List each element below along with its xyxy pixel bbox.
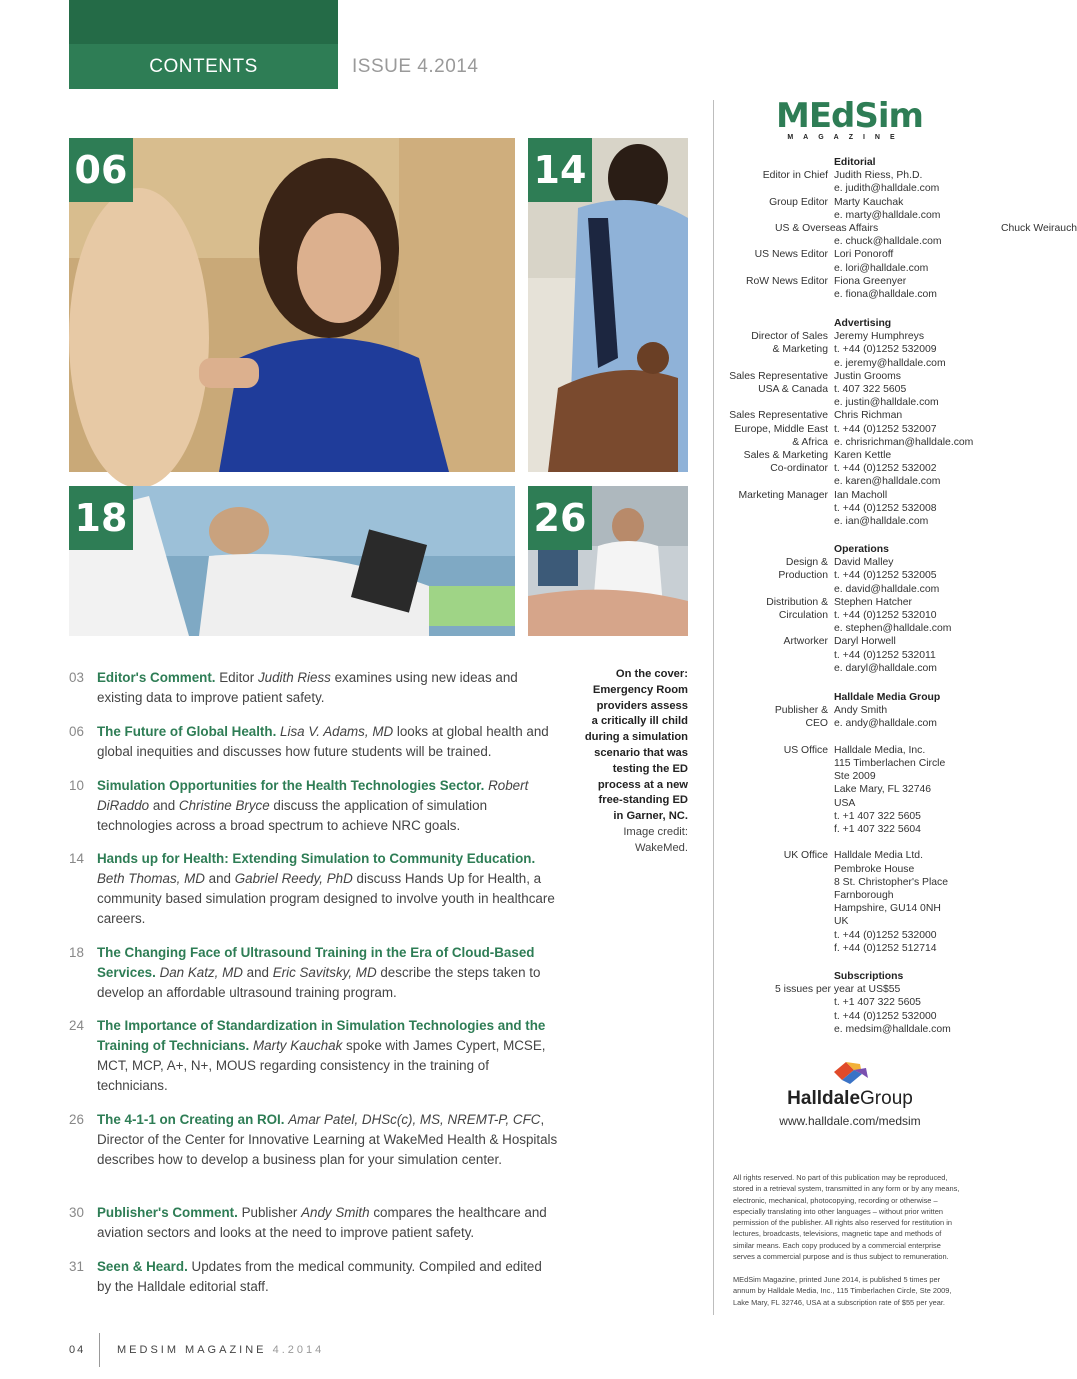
toc-page-number: 06 — [69, 724, 84, 739]
masthead-value[interactable]: e. karen@halldale.com — [834, 476, 941, 488]
masthead-row — [720, 929, 970, 942]
masthead-value: f. +1 407 322 5604 — [834, 824, 921, 836]
masthead-section-heading: Halldale Media Group — [834, 692, 941, 703]
masthead-value: t. +44 (0)1252 532009 — [834, 344, 937, 356]
masthead-value: t. +1 407 322 5605 — [834, 997, 921, 1009]
masthead-role — [720, 475, 834, 488]
toc-entry[interactable] — [69, 849, 559, 929]
toc-page-number: 10 — [69, 778, 84, 793]
masthead-role — [720, 757, 834, 770]
footer-issue: 4.2014 — [272, 1344, 325, 1356]
footer-magazine-name — [117, 1344, 324, 1356]
masthead-row — [720, 902, 970, 915]
masthead-row — [720, 288, 970, 301]
toc-page-number: 24 — [69, 1018, 84, 1033]
cover-caption-line: a critically ill child — [591, 715, 688, 728]
masthead-value: Chuck Weirauch — [1001, 223, 1077, 235]
masthead-section — [720, 691, 970, 955]
masthead-value: Marty Kauchak — [834, 196, 904, 208]
toc-entry-description: Robert DiRaddo and Christine Bryce discuss the application of simulation technologies across a broad spectrum to achieve NRC goals. — [97, 778, 529, 833]
toc-entry-text — [97, 776, 559, 836]
masthead-section — [720, 970, 970, 1036]
masthead-role — [720, 396, 834, 409]
masthead-row — [720, 596, 970, 609]
masthead-value[interactable]: e. chrisrichman@halldale.com — [834, 436, 974, 448]
masthead-row — [720, 744, 970, 757]
masthead-row — [720, 783, 970, 796]
page-number-badge: 18 — [69, 486, 133, 550]
masthead-role: & Marketing — [772, 344, 828, 356]
logo-wordmark: MEdSim — [776, 96, 923, 136]
masthead-section-heading: Subscriptions — [834, 971, 904, 982]
toc-entry-description: Dan Katz, MD and Eric Savitsky, MD describe the steps taken to develop an affordable ultrasound training program. — [97, 965, 541, 1000]
toc-entry[interactable] — [69, 1016, 559, 1096]
masthead-role — [720, 902, 834, 915]
masthead-role: Artworker — [783, 636, 828, 648]
masthead-role: USA & Canada — [758, 384, 828, 396]
masthead-row — [720, 370, 970, 383]
masthead-row — [720, 863, 970, 876]
masthead-role: US News Editor — [754, 249, 828, 261]
masthead-row — [720, 983, 970, 996]
masthead-row — [720, 849, 970, 862]
masthead-row — [720, 343, 970, 356]
cover-caption-line: in Garner, NC. — [613, 810, 688, 823]
masthead-value: Farnborough — [834, 890, 894, 902]
masthead-role: & Africa — [792, 436, 828, 448]
masthead-role: Sales & Marketing — [743, 450, 828, 462]
toc-entry-title: The Importance of Standardization in Simulation Technologies and the Training of Technicians. — [97, 1018, 546, 1053]
masthead-role — [720, 288, 834, 301]
toc-entry[interactable] — [69, 943, 559, 1003]
toc-page-number: 03 — [69, 670, 84, 685]
toc-entry-text — [97, 722, 559, 762]
masthead-value: t. +44 (0)1252 532000 — [834, 929, 937, 941]
masthead-value: USA — [834, 797, 856, 809]
toc-entry-description: Amar Patel, DHSc(c), MS, NREMT-P, CFC, Director of the Center for Innovative Learning at WakeMed Health & Hospitals describes how to develop a business plan for your simulation center. — [97, 1112, 558, 1167]
masthead-value: Pembroke House — [834, 863, 915, 875]
masthead-value: Jeremy Humphreys — [834, 331, 925, 343]
masthead-row — [720, 462, 970, 475]
masthead-row — [720, 383, 970, 396]
masthead-role — [720, 583, 834, 596]
masthead-role: Publisher & — [774, 705, 828, 717]
masthead-row — [720, 823, 970, 836]
masthead-value[interactable]: e. stephen@halldale.com — [834, 623, 952, 635]
masthead-role: Distribution & — [766, 596, 828, 608]
masthead-role: 5 issues per year at US$55 — [775, 984, 901, 996]
masthead-role — [720, 929, 834, 942]
masthead-row — [720, 609, 970, 622]
cover-caption — [560, 667, 688, 857]
masthead-value: 8 St. Christopher's Place — [834, 876, 949, 888]
masthead-value: t. +44 (0)1252 532000 — [834, 1010, 937, 1022]
masthead-role: UK Office — [783, 850, 828, 862]
masthead-role — [720, 810, 834, 823]
masthead-row — [720, 357, 970, 370]
masthead-role — [720, 502, 834, 515]
masthead-value: t. +1 407 322 5605 — [834, 810, 921, 822]
masthead-value[interactable]: e. andy@halldale.com — [834, 718, 937, 730]
masthead-value: David Malley — [834, 557, 894, 569]
masthead-value: UK — [834, 916, 849, 928]
toc-entry[interactable] — [69, 722, 559, 762]
masthead-row — [720, 810, 970, 823]
masthead-value: Halldale Media, Inc. — [834, 744, 926, 756]
masthead-row — [720, 1010, 970, 1023]
masthead-role: Circulation — [778, 610, 828, 622]
masthead-value[interactable]: e. fiona@halldale.com — [834, 289, 937, 301]
masthead-row — [720, 635, 970, 648]
medsim-logo — [776, 96, 923, 141]
masthead-value: Andy Smith — [834, 705, 888, 717]
masthead-row — [720, 248, 970, 261]
masthead-value[interactable]: e. justin@halldale.com — [834, 397, 939, 409]
toc-entry[interactable] — [69, 1257, 559, 1297]
toc-page-number: 26 — [69, 1112, 84, 1127]
masthead-role: RoW News Editor — [746, 275, 828, 287]
cover-caption-line: during a simulation — [584, 731, 688, 744]
masthead-role — [720, 622, 834, 635]
masthead-value: Fiona Greenyer — [834, 275, 907, 287]
page-number-badge: 06 — [69, 138, 133, 202]
toc-entry-text — [97, 1257, 559, 1297]
masthead-row — [720, 583, 970, 596]
masthead-role — [720, 783, 834, 796]
masthead-row — [720, 262, 970, 275]
halldale-logo-light: Group — [860, 1088, 913, 1109]
masthead-value[interactable]: e. jeremy@halldale.com — [834, 357, 946, 369]
cover-caption-line: testing the ED — [612, 762, 688, 775]
ultrasound-laptop-photo — [69, 486, 515, 636]
masthead-row — [720, 449, 970, 462]
masthead-role: CEO — [805, 718, 828, 730]
masthead-row — [720, 222, 1077, 235]
footer-magazine-title: MEDSIM MAGAZINE — [117, 1344, 267, 1356]
halldale-logo-bold: Halldale — [787, 1088, 861, 1109]
masthead-row — [720, 275, 970, 288]
masthead-row — [720, 1023, 970, 1036]
masthead-role: US & Overseas Affairs — [775, 223, 879, 235]
masthead-value[interactable]: e. lori@halldale.com — [834, 262, 929, 274]
toc-entry-text — [97, 849, 559, 929]
masthead-row — [720, 889, 970, 902]
masthead-row — [720, 717, 970, 730]
toc-page-number: 14 — [69, 851, 84, 866]
masthead-role: Sales Representative — [729, 410, 828, 422]
toc-entry-title: Editor's Comment. — [97, 670, 216, 685]
masthead-row — [720, 515, 970, 528]
masthead-row — [720, 797, 970, 810]
masthead-value: Judith Riess, Ph.D. — [834, 170, 923, 182]
masthead-role — [720, 1010, 834, 1023]
masthead-role — [720, 515, 834, 528]
masthead-row — [720, 731, 970, 744]
toc-entry-title: The Changing Face of Ultrasound Training in the Era of Cloud-Based Services. — [97, 945, 535, 980]
masthead-row — [720, 502, 970, 515]
contents-heading: CONTENTS — [149, 56, 258, 77]
masthead-role — [720, 996, 834, 1009]
masthead-row — [720, 836, 970, 849]
toc-entry-title: The Future of Global Health. — [97, 724, 277, 739]
masthead-row — [720, 996, 970, 1009]
toc-entry-description: Updates from the medical community. Compiled and edited by the Halldale editorial staff. — [97, 1259, 542, 1294]
masthead-row — [720, 196, 970, 209]
masthead-row — [720, 423, 970, 436]
masthead-row — [720, 235, 970, 248]
photo-06[interactable] — [69, 138, 515, 472]
toc-entry-text — [97, 668, 559, 708]
photo-14[interactable] — [528, 138, 688, 472]
toc-entry-description: Beth Thomas, MD and Gabriel Reedy, PhD discuss Hands Up for Health, a community based simulation program designed to involve youth in healthcare careers. — [97, 871, 555, 926]
toc-entry-description: Editor Judith Riess examines using new ideas and existing data to improve patient safety. — [97, 670, 518, 705]
toc-entry-title: Seen & Heard. — [97, 1259, 188, 1274]
masthead-value: Justin Grooms — [834, 370, 901, 382]
column-divider — [713, 100, 714, 1315]
masthead-role — [720, 182, 834, 195]
masthead-role — [720, 797, 834, 810]
masthead-value — [834, 836, 970, 849]
masthead-section-heading: Editorial — [834, 157, 876, 168]
masthead-value: Hampshire, GU14 0NH — [834, 903, 941, 915]
masthead-role — [720, 889, 834, 902]
toc-entry-text — [97, 1110, 559, 1170]
masthead-row — [720, 662, 970, 675]
masthead-value: Lori Ponoroff — [834, 249, 894, 261]
masthead-value: t. +44 (0)1252 532007 — [834, 423, 937, 435]
page-number-badge: 14 — [528, 138, 592, 202]
masthead-role: Co-ordinator — [770, 463, 828, 475]
masthead-role: Director of Sales — [751, 331, 828, 343]
masthead-section — [720, 317, 974, 528]
masthead-role — [720, 235, 834, 248]
masthead-section — [720, 156, 1077, 301]
toc-entry[interactable] — [69, 1110, 559, 1170]
masthead-value: t. +44 (0)1252 532002 — [834, 463, 937, 475]
website-link[interactable]: www.halldale.com/medsim — [779, 1114, 921, 1128]
masthead-row — [720, 622, 970, 635]
masthead-row — [720, 876, 970, 889]
masthead-value — [834, 731, 970, 744]
cover-caption-line: free-standing ED — [598, 794, 688, 807]
halldale-group-logo — [780, 1058, 920, 1110]
masthead-value[interactable]: e. david@halldale.com — [834, 583, 940, 595]
masthead-role: Production — [778, 570, 828, 582]
logo-subtitle: MAGAZINE — [787, 134, 905, 141]
masthead-value[interactable]: e. medsim@halldale.com — [834, 1023, 951, 1035]
cover-caption-line: Emergency Room — [592, 683, 688, 696]
toc-entry-title: Publisher's Comment. — [97, 1205, 238, 1220]
masthead-section-heading: Advertising — [834, 318, 892, 329]
toc-entry-description: Marty Kauchak spoke with James Cypert, MCSE, MCT, MCP, A+, N+, MOUS regarding consistency in the training of technicians. — [97, 1038, 546, 1093]
issue-label: ISSUE 4.2014 — [352, 56, 479, 77]
footer-divider — [99, 1333, 100, 1367]
toc-page-number: 18 — [69, 945, 84, 960]
masthead-role — [720, 863, 834, 876]
toc-page-number: 30 — [69, 1205, 84, 1220]
rights-notice: All rights reserved. No part of this publication may be reproduced, stored in a retrieval system, transmitted in any form or by any means, electronic, mechanical, photocopying, recording or otherwise – especially translating into other languages – without prior written permission of the publisher. All rights also reserved for restitution in lectures, broadcasts, televisions, magnetic tape and methods of similar means. Each copy produced by a commercial enterprise serves a commercial purpose and is thus subject to remuneration. — [733, 1173, 960, 1262]
masthead-value: Ste 2009 — [834, 771, 876, 783]
halldale-cube-icon — [828, 1058, 872, 1086]
photo-18[interactable] — [69, 486, 515, 636]
masthead-role: US Office — [783, 744, 828, 756]
masthead-role — [720, 209, 834, 222]
toc-entry-description: Publisher Andy Smith compares the healthcare and aviation sectors and looks at the need to improve patient safety. — [97, 1205, 547, 1240]
masthead-role — [720, 357, 834, 370]
masthead-section — [720, 543, 970, 675]
masthead-value: Stephen Hatcher — [834, 596, 912, 608]
masthead-row — [720, 757, 970, 770]
masthead-role: Editor in Chief — [762, 170, 828, 182]
masthead-row — [720, 569, 970, 582]
clinician-examining-patient-photo — [69, 138, 515, 472]
masthead-role — [720, 836, 834, 849]
masthead-value: t. +44 (0)1252 532011 — [834, 649, 936, 661]
toc-entry-text — [97, 1016, 559, 1096]
masthead-role — [720, 942, 834, 955]
footer-page-number: 04 — [69, 1344, 86, 1356]
masthead-row — [720, 770, 970, 783]
masthead-row — [720, 436, 974, 449]
masthead-row — [720, 330, 970, 343]
masthead-row — [720, 409, 970, 422]
toc-entry-text — [97, 1203, 559, 1243]
masthead-role: Sales Representative — [729, 370, 828, 382]
masthead-value: t. +44 (0)1252 532005 — [834, 570, 937, 582]
masthead-role — [720, 662, 834, 675]
image-credit-line: WakeMed. — [634, 841, 688, 854]
masthead-row — [720, 209, 970, 222]
toc-page-number: 31 — [69, 1259, 84, 1274]
masthead-row — [720, 649, 970, 662]
masthead-role: Group Editor — [769, 196, 828, 208]
masthead-row — [720, 915, 970, 928]
masthead-value: Karen Kettle — [834, 450, 892, 462]
masthead-value: t. +44 (0)1252 532008 — [834, 502, 937, 514]
page-number-badge: 26 — [528, 486, 592, 550]
toc-entry[interactable] — [69, 668, 559, 708]
masthead-value: Daryl Horwell — [834, 636, 896, 648]
masthead-role: Design & — [785, 557, 828, 569]
masthead-role — [720, 262, 834, 275]
toc-entry-title: Hands up for Health: Extending Simulation to Community Education. — [97, 851, 536, 866]
masthead-role — [720, 1023, 834, 1036]
masthead-value: 115 Timberlachen Circle — [834, 758, 946, 769]
masthead-value: t. 407 322 5605 — [834, 384, 907, 396]
masthead-value[interactable]: e. ian@halldale.com — [834, 516, 929, 528]
image-credit-line: Image credit: — [623, 825, 688, 838]
masthead-value: Halldale Media Ltd. — [834, 850, 923, 862]
imprint-notice: MEdSim Magazine, printed June 2014, is published 5 times per annum by Halldale Media, Inc., 115 Timberlachen Circle, Ste 2009, Lake Mary, FL 32746, USA at a subscription rate of $55 per year. — [733, 1275, 952, 1307]
toc-entry[interactable] — [69, 1203, 559, 1243]
masthead-value[interactable]: e. judith@halldale.com — [834, 183, 940, 195]
toc-entry-title: The 4-1-1 on Creating an ROI. — [97, 1112, 285, 1127]
toc-entry[interactable] — [69, 776, 559, 836]
masthead-value[interactable]: e. daryl@halldale.com — [834, 662, 937, 674]
masthead-row — [720, 489, 970, 502]
masthead-row — [720, 169, 970, 182]
masthead-row — [720, 182, 970, 195]
cover-caption-line: scenario that was — [594, 746, 688, 759]
masthead-role — [720, 731, 834, 744]
masthead-value: t. +44 (0)1252 532010 — [834, 610, 937, 622]
masthead-row — [720, 942, 970, 955]
masthead-role — [720, 649, 834, 662]
masthead-value: Ian Macholl — [834, 489, 888, 501]
masthead-role: Marketing Manager — [738, 489, 828, 501]
toc-entry-description: Lisa V. Adams, MD looks at global health and global inequities and discusses how future students will be trained. — [97, 724, 549, 759]
masthead-value[interactable]: e. marty@halldale.com — [834, 209, 941, 221]
masthead-section-heading: Operations — [834, 544, 889, 555]
masthead-row — [720, 396, 970, 409]
cover-caption-line: process at a new — [597, 778, 688, 791]
masthead-value[interactable]: e. chuck@halldale.com — [834, 236, 942, 248]
masthead-value: Chris Richman — [834, 410, 903, 422]
masthead-value: f. +44 (0)1252 512714 — [834, 942, 937, 954]
cover-caption-line: providers assess — [596, 699, 688, 712]
photo-26[interactable] — [528, 486, 688, 636]
masthead-role — [720, 876, 834, 889]
toc-entry-text — [97, 943, 559, 1003]
masthead-role — [720, 770, 834, 783]
masthead-value: Lake Mary, FL 32746 — [834, 784, 932, 796]
masthead-row — [720, 704, 970, 717]
masthead-role — [720, 915, 834, 928]
masthead-row — [720, 475, 970, 488]
masthead-row — [720, 556, 970, 569]
cover-caption-line: On the cover: — [615, 668, 688, 680]
masthead-role: Europe, Middle East — [734, 423, 828, 435]
toc-entry-title: Simulation Opportunities for the Health Technologies Sector. — [97, 778, 485, 793]
masthead-role — [720, 823, 834, 836]
